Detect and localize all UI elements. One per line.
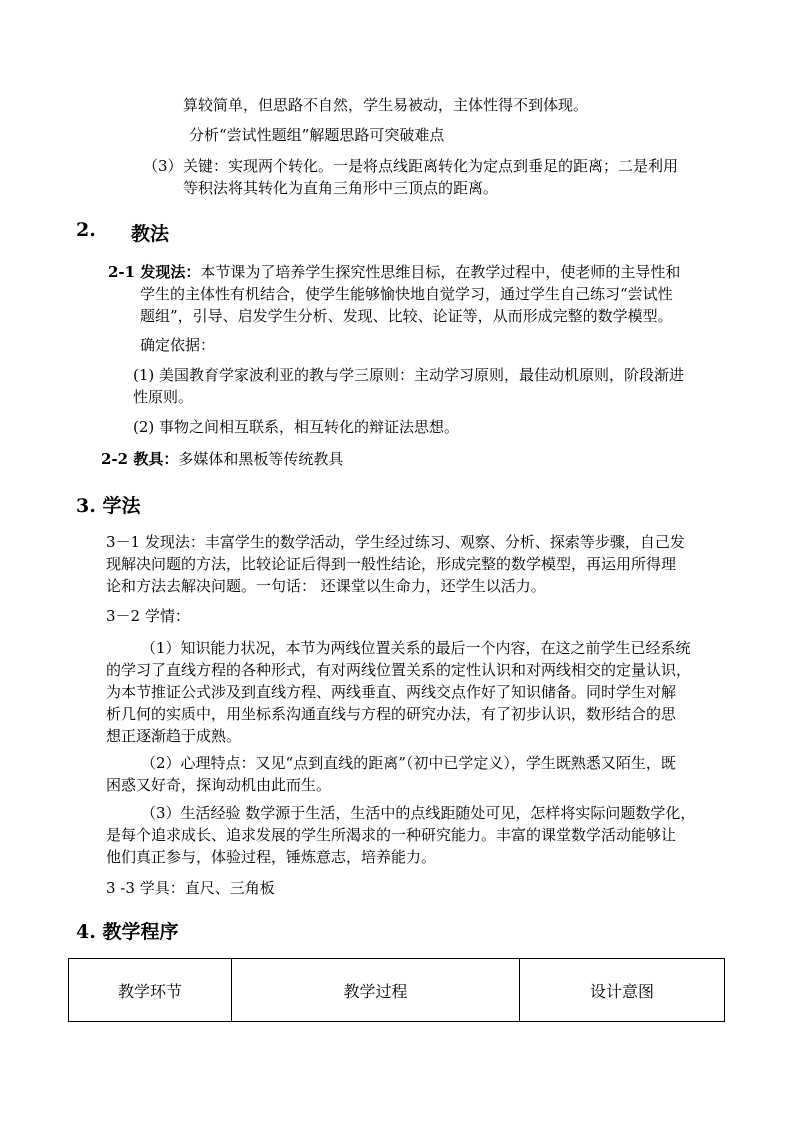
paragraph-line: 困惑又好奇，探询动机由此而生。 xyxy=(106,776,332,794)
teaching-procedure-table xyxy=(68,958,725,1022)
paragraph-line: 3－1 发现法：丰富学生的数学活动，学生经过练习、观察、分析、探索等步骤，自己发 xyxy=(106,533,685,551)
paragraph-line: (1) 美国教育学家波利亚的教与学三原则：主动学习原则，最佳动机原则，阶段渐进 xyxy=(133,366,685,384)
paragraph-text: 多媒体和黑板等传统教具 xyxy=(178,450,344,468)
table-header-cell: 教学环节 xyxy=(69,959,232,1022)
paragraph-line: 析几何的实质中，用坐标系沟通直线与方程的研究办法，有了初步认识，数形结合的思 xyxy=(106,705,677,723)
paragraph-line: 性原则。 xyxy=(133,388,194,406)
paragraph-line: 论和方法去解决问题。一句话： 还课堂以生命力，还学生以活力。 xyxy=(106,577,546,595)
table-header-cell: 设计意图 xyxy=(520,959,725,1022)
paragraph-line: 现解决问题的方法，比较论证后得到一般性结论，形成完整的数学模型，再运用所得理 xyxy=(106,555,677,573)
paragraph-line: 他们真正参与，体验过程，锤炼意志，培养能力。 xyxy=(106,848,437,866)
paragraph-line: （2）心理特点：又见“点到直线的距离”（初中已学定义），学生既熟悉又陌生，既 xyxy=(141,754,676,772)
paragraph-line: 等积法将其转化为直角三角形中三顶点的距离。 xyxy=(183,179,499,197)
section-title: 4. 教学程序 xyxy=(76,921,179,943)
paragraph-line: （1）知识能力状况，本节为两线位置关系的最后一个内容，在这之前学生已经系统 xyxy=(141,639,691,657)
paragraph-line: 学生的主体性有机结合，使学生能够愉快地自觉学习，通过学生自己练习“尝试性 xyxy=(140,285,673,303)
paragraph-line: (2) 事物之间相互联系，相互转化的辩证法思想。 xyxy=(133,418,460,436)
section-number: 2. xyxy=(76,219,96,241)
paragraph-line: 算较简单，但思路不自然，学生易被动，主体性得不到体现。 xyxy=(183,96,589,114)
paragraph-line: 想正逐渐趋于成熟。 xyxy=(106,727,242,745)
paragraph-line: 3－2 学情： xyxy=(106,607,190,625)
paragraph-line: 题组”，引导、启发学生分析、发现、比较、论证等，从而形成完整的数学模型。 xyxy=(140,307,673,325)
paragraph-line: （3）生活经验 数学源于生活，生活中的点线距随处可见，怎样将实际问题数学化， xyxy=(141,804,696,822)
paragraph xyxy=(101,448,343,470)
subsection-label: 2-1 发现法： xyxy=(108,263,201,281)
section-title: 教法 xyxy=(131,223,170,245)
paragraph-line: 是每个追求成长、追求发展的学生所渴求的一种研究能力。丰富的课堂数学活动能够让 xyxy=(106,826,677,844)
paragraph xyxy=(108,261,680,283)
table-header-row xyxy=(69,959,725,1022)
section-title: 3. 学法 xyxy=(76,495,141,517)
paragraph-text: 本节课为了培养学生探究性思维目标，在教学过程中，使老师的主导性和 xyxy=(200,263,681,281)
list-number: （3） xyxy=(143,157,183,175)
paragraph-line: 确定依据： xyxy=(140,336,216,354)
paragraph-line: 关键：实现两个转化。一是将点线距离转化为定点到垂足的距离；二是利用 xyxy=(183,157,679,175)
subsection-label: 2-2 教具： xyxy=(101,450,179,468)
paragraph-line: 为本节推证公式涉及到直线方程、两线垂直、两线交点作好了知识储备。同时学生对解 xyxy=(106,683,677,701)
table-header-cell: 教学过程 xyxy=(232,959,520,1022)
paragraph-line: 的学习了直线方程的各种形式，有对两线位置关系的定性认识和对两线相交的定量认识， xyxy=(106,661,692,679)
paragraph-line: 分析“尝试性题组”解题思路可突破难点 xyxy=(189,126,445,144)
paragraph-line: 3 -3 学具：直尺、三角板 xyxy=(106,879,275,897)
